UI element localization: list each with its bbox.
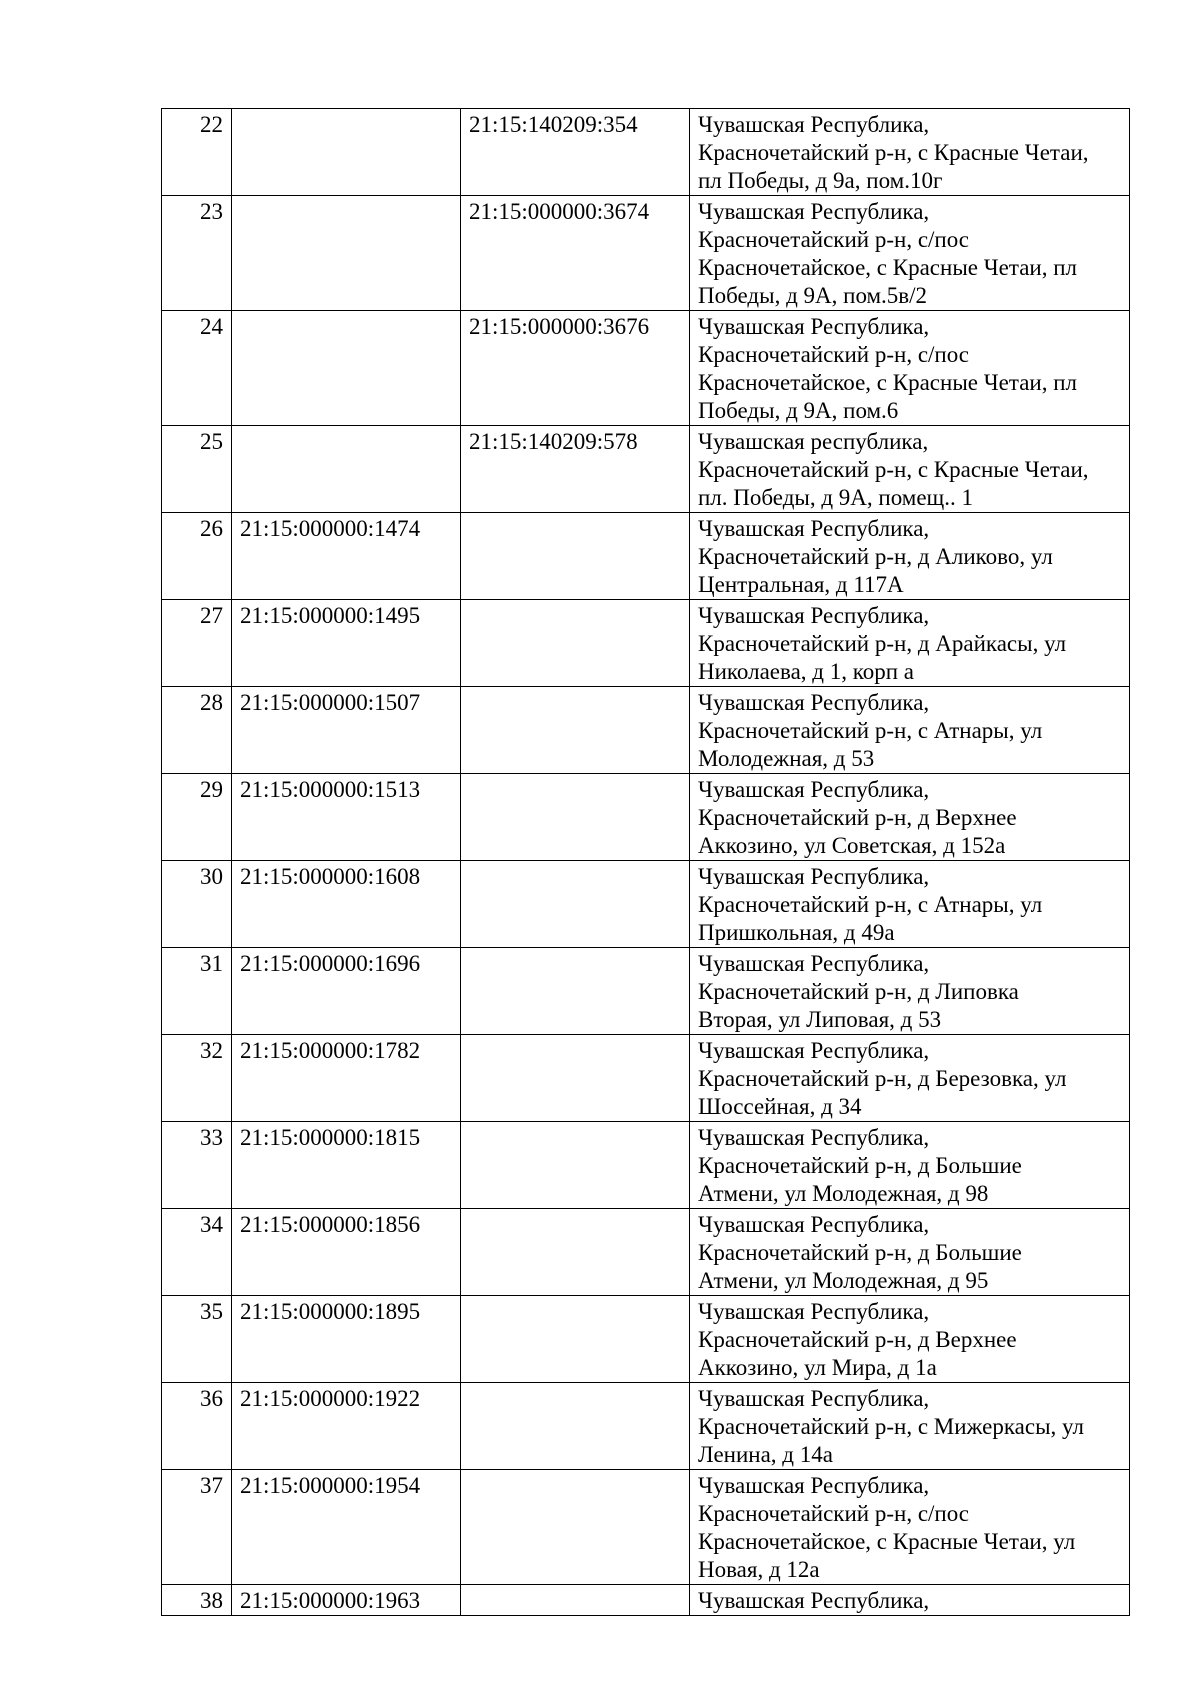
table-row <box>162 1585 1130 1616</box>
cadastral-number-cell-2: 21:15:000000:3674 <box>461 196 690 311</box>
cadastral-number-cell-2: 21:15:140209:354 <box>461 109 690 196</box>
cadastral-number-cell-2: 21:15:000000:3676 <box>461 311 690 426</box>
table-row <box>162 774 1130 861</box>
cadastral-number-cell: 21:15:000000:1608 <box>232 861 461 948</box>
cadastral-number-cell-2 <box>461 1383 690 1470</box>
table-row <box>162 1209 1130 1296</box>
table-row <box>162 109 1130 196</box>
table-row <box>162 600 1130 687</box>
cadastral-number-cell <box>232 109 461 196</box>
address-cell: Чувашская Республика, Красночетайский р-н, д Большие Атмени, ул Молодежная, д 95 <box>690 1209 1130 1296</box>
cadastral-number-cell-2 <box>461 687 690 774</box>
address-cell: Чувашская Республика, Красночетайский р-н, с/пос Красночетайское, с Красные Четаи, пл Победы, д 9А, пом.6 <box>690 311 1130 426</box>
table-row <box>162 1470 1130 1585</box>
cadastral-number-cell-2 <box>461 1122 690 1209</box>
cadastral-number-cell: 21:15:000000:1815 <box>232 1122 461 1209</box>
row-number: 34 <box>162 1209 232 1296</box>
address-cell: Чувашская республика, Красночетайский р-н, с Красные Четаи, пл. Победы, д 9А, помещ.. 1 <box>690 426 1130 513</box>
address-cell: Чувашская Республика, Красночетайский р-н, с Атнары, ул Молодежная, д 53 <box>690 687 1130 774</box>
cadastral-number-cell-2 <box>461 1470 690 1585</box>
address-cell: Чувашская Республика, Красночетайский р-н, с Красные Четаи, пл Победы, д 9а, пом.10г <box>690 109 1130 196</box>
cadastral-number-cell: 21:15:000000:1954 <box>232 1470 461 1585</box>
row-number: 25 <box>162 426 232 513</box>
cadastral-number-cell-2: 21:15:140209:578 <box>461 426 690 513</box>
cadastral-number-cell: 21:15:000000:1495 <box>232 600 461 687</box>
address-cell: Чувашская Республика, Красночетайский р-н, с Атнары, ул Пришкольная, д 49а <box>690 861 1130 948</box>
cadastral-number-cell-2 <box>461 600 690 687</box>
row-number: 33 <box>162 1122 232 1209</box>
table-row <box>162 861 1130 948</box>
address-cell: Чувашская Республика, Красночетайский р-н, д Верхнее Аккозино, ул Мира, д 1а <box>690 1296 1130 1383</box>
address-cell: Чувашская Республика, Красночетайский р-н, д Аликово, ул Центральная, д 117А <box>690 513 1130 600</box>
row-number: 22 <box>162 109 232 196</box>
table-row <box>162 1122 1130 1209</box>
table-row <box>162 196 1130 311</box>
property-registry-table <box>161 108 1130 1616</box>
cadastral-number-cell: 21:15:000000:1922 <box>232 1383 461 1470</box>
cadastral-number-cell-2 <box>461 1209 690 1296</box>
cadastral-number-cell <box>232 311 461 426</box>
row-number: 36 <box>162 1383 232 1470</box>
address-cell: Чувашская Республика, Красночетайский р-н, с Мижеркасы, ул Ленина, д 14а <box>690 1383 1130 1470</box>
cadastral-number-cell: 21:15:000000:1474 <box>232 513 461 600</box>
row-number: 35 <box>162 1296 232 1383</box>
table-row <box>162 311 1130 426</box>
row-number: 31 <box>162 948 232 1035</box>
row-number: 38 <box>162 1585 232 1616</box>
cadastral-number-cell-2 <box>461 1035 690 1122</box>
address-cell: Чувашская Республика, Красночетайский р-н, с/пос Красночетайское, с Красные Четаи, ул Новая, д 12а <box>690 1470 1130 1585</box>
cadastral-number-cell: 21:15:000000:1856 <box>232 1209 461 1296</box>
cadastral-number-cell <box>232 426 461 513</box>
table-row <box>162 1296 1130 1383</box>
row-number: 30 <box>162 861 232 948</box>
table-row <box>162 1383 1130 1470</box>
cadastral-number-cell: 21:15:000000:1696 <box>232 948 461 1035</box>
cadastral-number-cell-2 <box>461 948 690 1035</box>
cadastral-number-cell: 21:15:000000:1963 <box>232 1585 461 1616</box>
address-cell: Чувашская Республика, Красночетайский р-н, с/пос Красночетайское, с Красные Четаи, пл Победы, д 9А, пом.5в/2 <box>690 196 1130 311</box>
cadastral-number-cell <box>232 196 461 311</box>
cadastral-number-cell: 21:15:000000:1507 <box>232 687 461 774</box>
cadastral-number-cell: 21:15:000000:1513 <box>232 774 461 861</box>
row-number: 37 <box>162 1470 232 1585</box>
address-cell: Чувашская Республика, Красночетайский р-н, д Верхнее Аккозино, ул Советская, д 152а <box>690 774 1130 861</box>
row-number: 24 <box>162 311 232 426</box>
address-cell: Чувашская Республика, Красночетайский р-н, д Большие Атмени, ул Молодежная, д 98 <box>690 1122 1130 1209</box>
address-cell: Чувашская Республика, Красночетайский р-н, д Березовка, ул Шоссейная, д 34 <box>690 1035 1130 1122</box>
cadastral-number-cell-2 <box>461 1585 690 1616</box>
row-number: 28 <box>162 687 232 774</box>
row-number: 26 <box>162 513 232 600</box>
address-cell: Чувашская Республика, Красночетайский р-н, д Липовка Вторая, ул Липовая, д 53 <box>690 948 1130 1035</box>
cadastral-number-cell: 21:15:000000:1782 <box>232 1035 461 1122</box>
cadastral-number-cell-2 <box>461 861 690 948</box>
table-row <box>162 1035 1130 1122</box>
cadastral-number-cell-2 <box>461 513 690 600</box>
table-row <box>162 948 1130 1035</box>
table-row <box>162 687 1130 774</box>
address-cell: Чувашская Республика, <box>690 1585 1130 1616</box>
table-row <box>162 513 1130 600</box>
row-number: 27 <box>162 600 232 687</box>
cadastral-number-cell-2 <box>461 774 690 861</box>
table-row <box>162 426 1130 513</box>
registry-table-body <box>162 109 1130 1616</box>
cadastral-number-cell-2 <box>461 1296 690 1383</box>
cadastral-number-cell: 21:15:000000:1895 <box>232 1296 461 1383</box>
row-number: 29 <box>162 774 232 861</box>
row-number: 32 <box>162 1035 232 1122</box>
address-cell: Чувашская Республика, Красночетайский р-н, д Арайкасы, ул Николаева, д 1, корп а <box>690 600 1130 687</box>
row-number: 23 <box>162 196 232 311</box>
